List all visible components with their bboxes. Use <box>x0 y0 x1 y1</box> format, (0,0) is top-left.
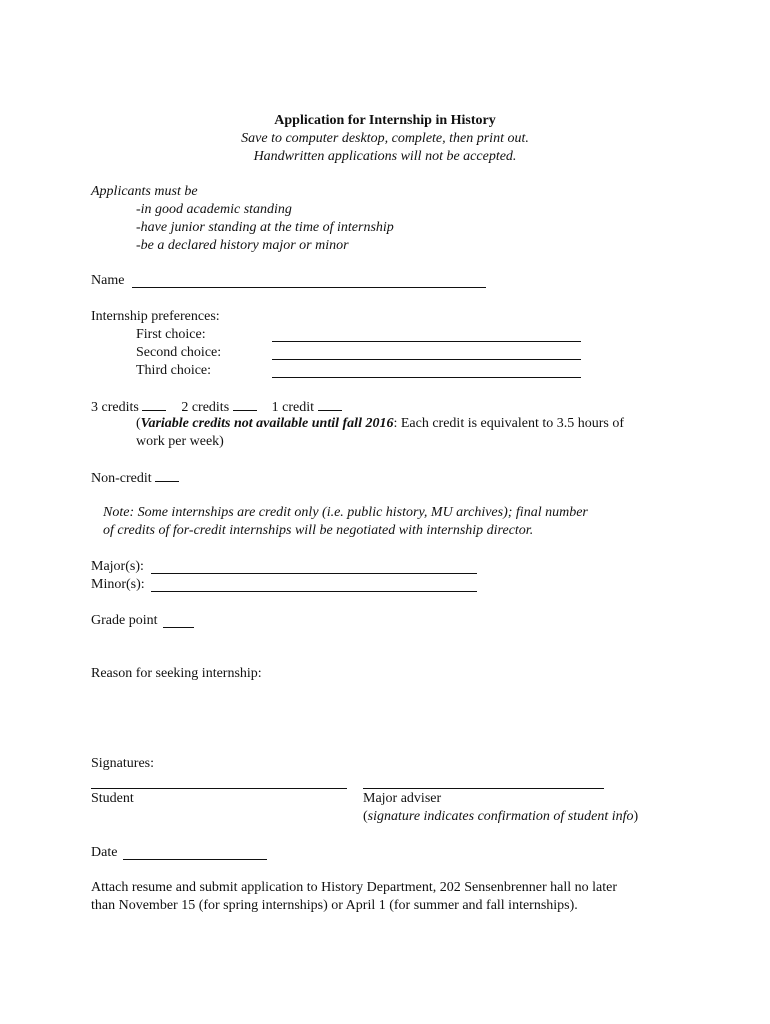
internship-note-line2: of credits of for-credit internships will be negotiated with internship director. <box>103 523 534 538</box>
name-label: Name <box>91 273 125 288</box>
third-choice-label: Third choice: <box>136 363 212 378</box>
credits-note-rest: : Each credit is equivalent to 3.5 hours of <box>393 416 625 431</box>
noncredit-field[interactable] <box>155 468 179 482</box>
second-choice-label: Second choice: <box>136 345 222 360</box>
second-choice-field[interactable] <box>272 346 581 360</box>
signatures-label: Signatures: <box>91 756 154 771</box>
requirements-intro: Applicants must be <box>91 184 198 199</box>
three-credits-label: 3 credits <box>91 400 139 415</box>
reason-label: Reason for seeking internship: <box>91 666 262 681</box>
form-title: Application for Internship in History <box>274 113 496 128</box>
grade-point-field[interactable] <box>163 614 194 628</box>
minor-label: Minor(s): <box>91 577 145 592</box>
first-choice-field[interactable] <box>272 328 581 342</box>
three-credits-field[interactable] <box>142 397 166 411</box>
adviser-signature-note <box>363 808 638 826</box>
adviser-note-text: signature indicates confirmation of student info <box>367 809 634 824</box>
major-label: Major(s): <box>91 559 144 574</box>
grade-point-label: Grade point <box>91 613 158 628</box>
adviser-signature-line[interactable] <box>363 788 604 789</box>
credits-note <box>136 415 624 433</box>
noncredit-label: Non-credit <box>91 471 152 486</box>
name-field[interactable] <box>132 274 486 288</box>
two-credits-label: 2 credits <box>181 400 230 415</box>
one-credit-field[interactable] <box>318 397 342 411</box>
third-choice-field[interactable] <box>272 364 581 378</box>
submission-instructions-line2: than November 15 (for spring internships) or April 1 (for summer and fall internships). <box>91 898 578 913</box>
two-credits-field[interactable] <box>233 397 257 411</box>
credit-options <box>91 397 342 417</box>
requirement-item: -have junior standing at the time of internship <box>136 220 394 235</box>
one-credit-label: 1 credit <box>271 400 315 415</box>
adviser-signature-label: Major adviser <box>363 791 442 806</box>
requirement-item: -be a declared history major or minor <box>136 238 349 253</box>
first-choice-label: First choice: <box>136 327 206 342</box>
date-label: Date <box>91 845 118 860</box>
reason-field[interactable] <box>91 686 671 746</box>
preferences-label: Internship preferences: <box>91 309 220 324</box>
form-subtitle-save: Save to computer desktop, complete, then print out. <box>241 131 529 146</box>
requirement-item: -in good academic standing <box>136 202 292 217</box>
submission-instructions-line1: Attach resume and submit application to History Department, 202 Sensenbrenner hall no later <box>91 880 618 895</box>
major-field[interactable] <box>151 560 477 574</box>
noncredit-option <box>91 468 179 488</box>
credits-note-paren: ( <box>136 416 141 431</box>
form-subtitle-handwritten: Handwritten applications will not be accepted. <box>253 149 517 164</box>
student-signature-line[interactable] <box>91 788 347 789</box>
student-signature-label: Student <box>91 791 134 806</box>
internship-note-line1: Note: Some internships are credit only (i.e. public history, MU archives); final number <box>103 505 588 520</box>
date-field[interactable] <box>123 846 267 860</box>
credits-note-line2: work per week) <box>136 434 224 449</box>
minor-field[interactable] <box>151 578 477 592</box>
adviser-note-open: ( <box>363 809 368 824</box>
adviser-note-close: ) <box>633 809 639 824</box>
credits-note-bold: Variable credits not available until fall 2016 <box>140 416 394 431</box>
